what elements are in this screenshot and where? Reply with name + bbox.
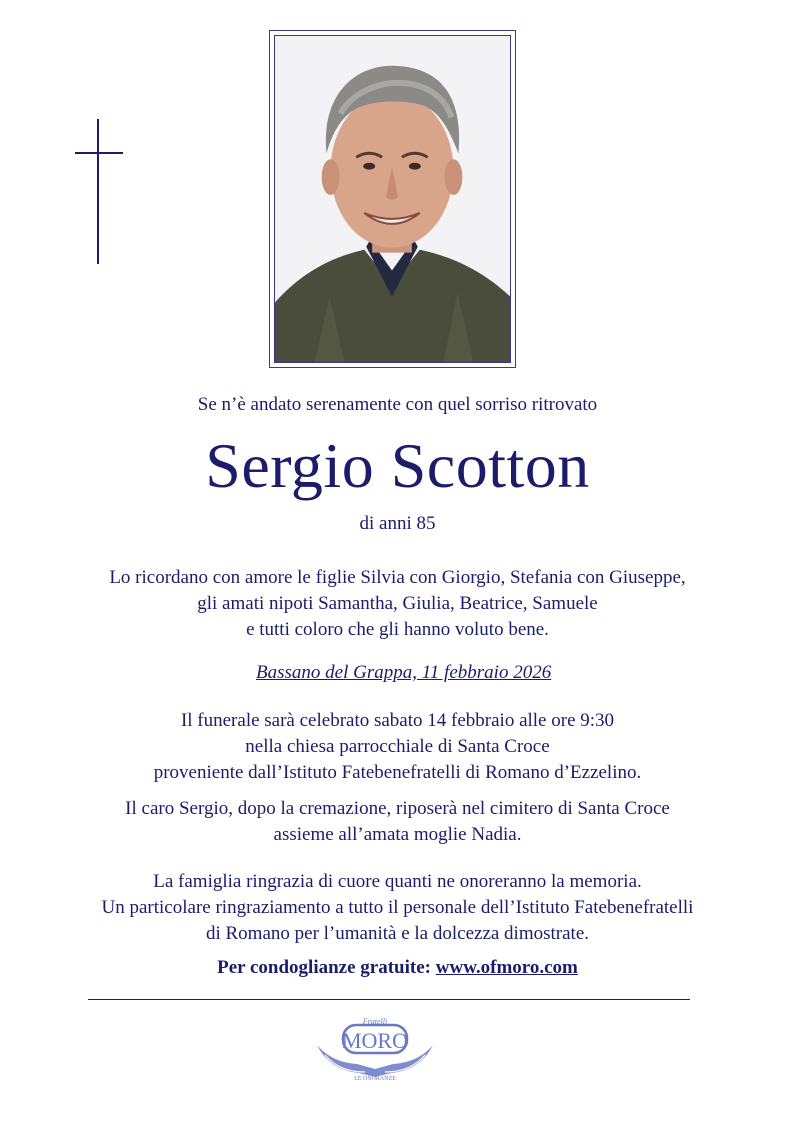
thanks-line: Un particolare ringraziamento a tutto il personale dell’Istituto Fatebenefratelli bbox=[101, 897, 694, 918]
burial-line: assieme all’amata moglie Nadia. bbox=[273, 824, 522, 845]
divider bbox=[88, 999, 690, 1000]
portrait-illustration bbox=[275, 36, 510, 362]
funeral-line: nella chiesa parrocchiale di Santa Croce bbox=[245, 736, 550, 757]
thanks-line: La famiglia ringrazia di cuore quanti ne onoreranno la memoria. bbox=[153, 871, 642, 892]
family-line: Lo ricordano con amore le figlie Silvia con Giorgio, Stefania con Giuseppe, bbox=[109, 567, 686, 588]
logo-small-text: Fratelli bbox=[362, 1017, 388, 1026]
logo-big-text: MORO bbox=[341, 1028, 409, 1053]
place-date: Bassano del Grappa, 11 febbraio 2026 bbox=[256, 662, 552, 683]
burial-line: Il caro Sergio, dopo la cremazione, riposerà nel cimitero di Santa Croce bbox=[125, 798, 670, 819]
deceased-age: di anni 85 bbox=[359, 513, 436, 534]
cross-horizontal-bar bbox=[75, 152, 123, 154]
family-line: gli amati nipoti Samantha, Giulia, Beatrice, Samuele bbox=[197, 593, 598, 614]
funeral-home-logo bbox=[315, 1017, 435, 1083]
moro-logo-icon bbox=[315, 1017, 435, 1083]
intro-text: Se n’è andato serenamente con quel sorriso ritrovato bbox=[197, 394, 598, 415]
thanks-line: di Romano per l’umanità e la dolcezza dimostrate. bbox=[205, 923, 590, 944]
cross-icon bbox=[75, 119, 123, 264]
condolences-link[interactable]: www.ofmoro.com bbox=[435, 957, 578, 978]
deceased-name: Sergio Scotton bbox=[205, 430, 590, 501]
portrait-frame bbox=[269, 30, 516, 368]
condolences-line bbox=[0, 955, 795, 981]
logo-bottom-text: LE ONORANZE bbox=[354, 1076, 396, 1082]
funeral-line: Il funerale sarà celebrato sabato 14 febbraio alle ore 9:30 bbox=[180, 710, 615, 731]
funeral-line: proveniente dall’Istituto Fatebenefratelli di Romano d’Ezzelino. bbox=[153, 762, 642, 783]
portrait-photo bbox=[274, 35, 511, 363]
family-line: e tutti coloro che gli hanno voluto bene. bbox=[246, 619, 549, 640]
cross-vertical-bar bbox=[97, 119, 99, 264]
condolences-label: Per condoglianze gratuite: bbox=[217, 957, 431, 978]
